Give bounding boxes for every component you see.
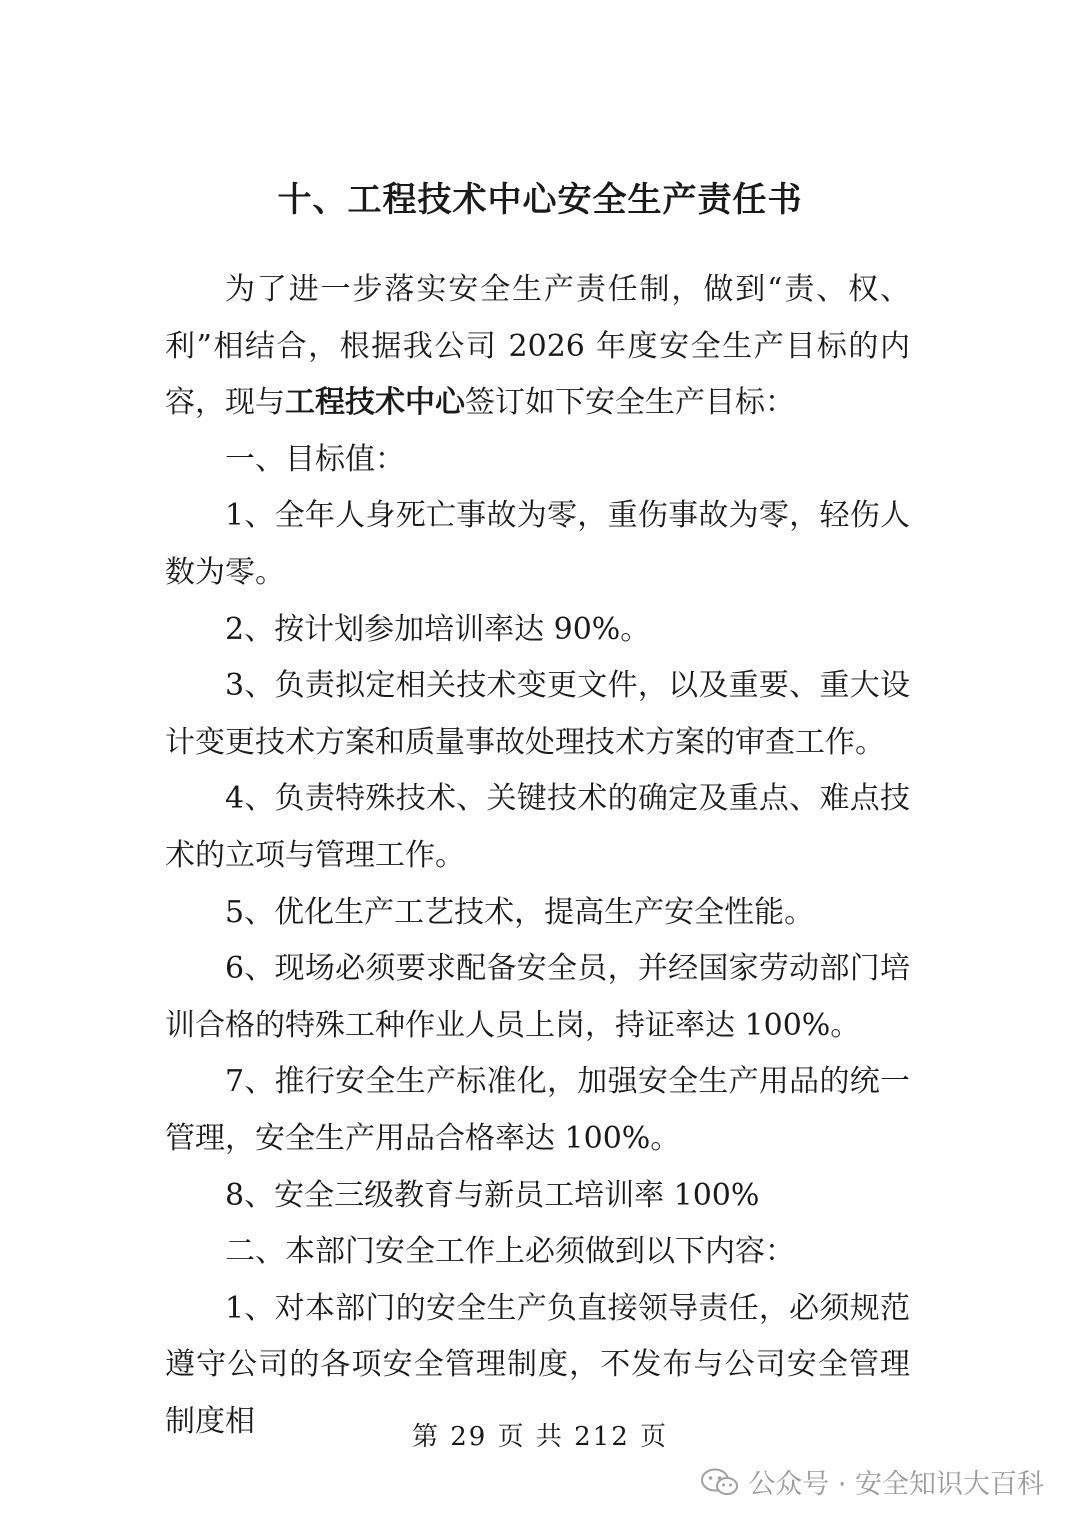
wechat-icon <box>700 1467 740 1497</box>
watermark-text: 公众号 · 安全知识大百科 <box>748 1469 1044 1500</box>
department-name: 工程技术中心 <box>285 385 465 421</box>
intro-paragraph <box>165 262 910 432</box>
list-item: 2、按计划参加培训率达 90%。 <box>225 611 651 647</box>
list-item: 8、安全三级教育与新员工培训率 100% <box>225 1177 760 1213</box>
section-heading-targets: 一、目标值： <box>225 441 405 477</box>
list-item: 6、现场必须要求配备安全员，并经国家劳动部门培训合格的特殊工种作业人员上岗，持证率达 100%。 <box>165 951 910 1043</box>
list-item: 1、对本部门的安全生产负直接领导责任，必须规范遵守公司的各项安全管理制度，不发布与公司安全管理制度相 <box>165 1290 910 1439</box>
document-title: 十、工程技术中心安全生产责任书 <box>277 180 803 220</box>
intro-text-end: 签订如下安全生产目标： <box>465 385 795 421</box>
watermark <box>700 1462 1044 1501</box>
intro-text-start: 为了进一步落实安全生产责任制，做到“责、权、利”相结合，根据我公司 2026 年度安全生产目标的内容，现与 <box>165 272 910 421</box>
page-number: 第 29 页 共 212 页 <box>411 1422 669 1452</box>
document-body <box>165 262 910 1450</box>
list-item: 5、优化生产工艺技术，提高生产安全性能。 <box>225 894 815 930</box>
list-item: 1、全年人身死亡事故为零，重伤事故为零，轻伤人数为零。 <box>165 498 910 590</box>
section-heading-requirements: 二、本部门安全工作上必须做到以下内容： <box>225 1234 795 1270</box>
list-item: 3、负责拟定相关技术变更文件，以及重要、重大设计变更技术方案和质量事故处理技术方案的审查工作。 <box>165 668 910 760</box>
list-item: 7、推行安全生产标准化，加强安全生产用品的统一管理，安全生产用品合格率达 100%。 <box>165 1064 910 1156</box>
list-item: 4、负责特殊技术、关键技术的确定及重点、难点技术的立项与管理工作。 <box>165 781 910 873</box>
